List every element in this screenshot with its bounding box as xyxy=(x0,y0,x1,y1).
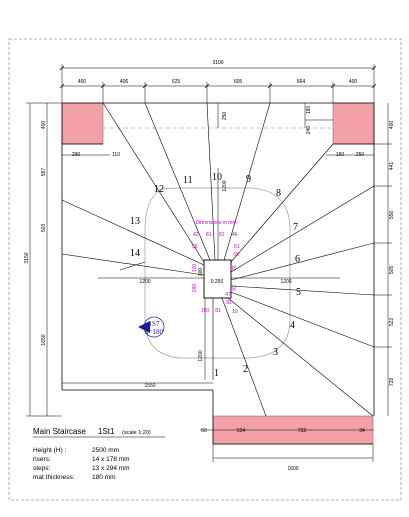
dim-top-4: 605 xyxy=(233,79,243,85)
dim-left-3150: 3150 xyxy=(24,252,30,264)
step-14: 14 xyxy=(130,248,140,259)
info-scale: (scale 1:20) xyxy=(122,430,151,436)
dim-left-503: 503 xyxy=(41,223,47,233)
dim-top-2: 406 xyxy=(119,79,129,85)
landing-block-left xyxy=(62,103,103,144)
dim-left-1650: 1650 xyxy=(41,334,47,346)
dimensions-note: Dimensions in mm xyxy=(195,220,237,226)
dim-250-right: 250 xyxy=(355,152,365,158)
pink-83: 83 xyxy=(232,285,238,291)
info-title: Main Staircase xyxy=(33,427,86,436)
pink-42: 42 xyxy=(193,232,199,238)
dim-50: 50 xyxy=(201,428,207,434)
info-code: 1St1 xyxy=(98,427,115,436)
step-4: 4 xyxy=(290,320,295,331)
dim-34: 34 xyxy=(359,428,365,434)
tick-marks xyxy=(60,66,376,88)
info-row-label: mat thickness: xyxy=(33,474,75,481)
pink-19: 19 xyxy=(232,309,238,315)
dim-left-top: 400 xyxy=(41,120,47,130)
dim-290: 290 xyxy=(71,152,81,158)
dim-524: 524 xyxy=(236,428,246,434)
dim-right-728: 728 xyxy=(389,377,395,387)
pink-78: 78 xyxy=(232,265,238,271)
info-row-value: 13 x 294 mm xyxy=(92,465,130,472)
step-11: 11 xyxy=(183,175,193,186)
pink-81d: 81 xyxy=(226,300,232,306)
pink-260: 260 xyxy=(192,283,198,293)
step-2: 2 xyxy=(243,364,248,375)
step-7: 7 xyxy=(293,222,298,233)
pink-46: 46 xyxy=(232,232,238,238)
step-9: 9 xyxy=(246,174,251,185)
step-12: 12 xyxy=(154,184,164,195)
info-row-label: steps: xyxy=(33,465,51,472)
marker-code: 1S7 xyxy=(148,320,160,328)
dim-240: 240 xyxy=(306,125,312,135)
dim-v-300: 300 xyxy=(198,267,204,277)
dim-top-1: 400 xyxy=(77,79,87,85)
step-13: 13 xyxy=(130,216,140,227)
marker-height: h=180 xyxy=(145,328,163,336)
pink-65: 65 xyxy=(233,252,239,258)
dim-0250: 0.250 xyxy=(210,279,224,285)
pink-81a: 81 xyxy=(206,232,212,238)
info-row-value: 180 mm xyxy=(92,474,116,481)
landing-block-right xyxy=(333,103,374,144)
pink-81c: 81 xyxy=(215,308,221,314)
dim-right-441: 441 xyxy=(389,161,395,171)
step-5: 5 xyxy=(296,287,301,298)
dim-left-597: 597 xyxy=(41,167,47,177)
info-row-value: 2500 mm xyxy=(92,447,120,454)
dim-v-1200-bottom: 1200 xyxy=(198,350,204,362)
dim-right-556: 556 xyxy=(389,210,395,220)
dim-h-1200-left: 1200 xyxy=(139,279,151,285)
pink-47: 47 xyxy=(225,292,231,298)
dim-right-522: 522 xyxy=(389,317,395,327)
dim-v-250: 250 xyxy=(222,111,228,121)
info-row-label: Height (H) : xyxy=(33,447,67,454)
dim-top-5: 664 xyxy=(296,79,306,85)
dim-180: 180 xyxy=(306,105,312,115)
step-3: 3 xyxy=(273,347,278,358)
dim-h-1550: 1550 xyxy=(144,383,156,389)
dim-right-505: 505 xyxy=(389,265,395,275)
dim-1600: 1600 xyxy=(287,466,299,472)
info-row-value: 14 x 178 mm xyxy=(92,456,130,463)
pink-51: 51 xyxy=(234,244,240,250)
dim-150: 150 xyxy=(335,152,345,158)
step-6: 6 xyxy=(295,254,300,265)
dim-732: 732 xyxy=(297,428,307,434)
dim-overall-width: 3100 xyxy=(212,60,224,66)
pink-58: 58 xyxy=(192,244,198,250)
pink-81b: 81 xyxy=(219,232,225,238)
dim-top-6: 400 xyxy=(348,79,358,85)
step-1: 1 xyxy=(214,368,219,379)
dim-top-3: 625 xyxy=(171,79,181,85)
dim-v-1200-top: 1200 xyxy=(222,180,228,192)
step-8: 8 xyxy=(276,188,281,199)
pink-100: 100 xyxy=(192,263,198,273)
dim-right-top: 400 xyxy=(389,120,395,130)
pink-150: 150 xyxy=(200,308,210,314)
dim-110: 110 xyxy=(112,152,120,158)
step-10: 10 xyxy=(212,172,222,183)
dim-h-1200-right: 1200 xyxy=(280,279,292,285)
info-row-label: risers: xyxy=(33,456,51,463)
